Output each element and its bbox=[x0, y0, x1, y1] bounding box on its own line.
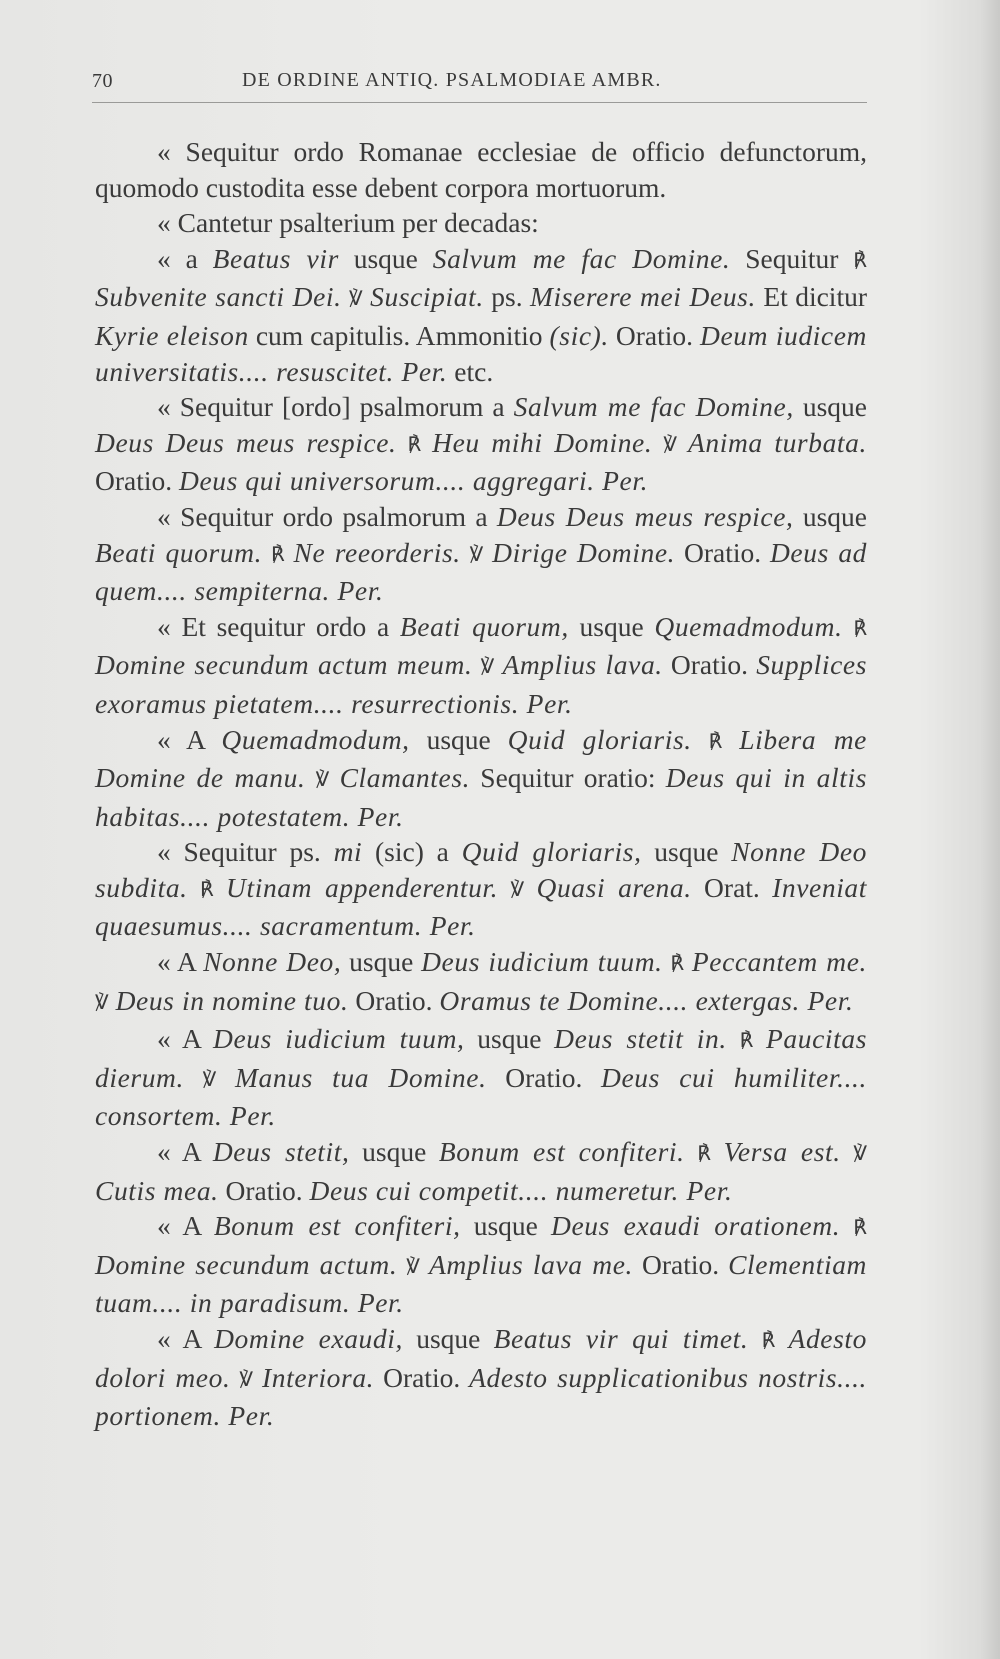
text-run bbox=[461, 537, 470, 568]
italic-text: Peccantem me. bbox=[691, 946, 867, 978]
text-run: usque bbox=[464, 1023, 555, 1055]
text-run: Oratio. bbox=[348, 984, 440, 1016]
italic-text: Adesto dolori meo. bbox=[95, 1323, 867, 1393]
italic-text: Deus exaudi orationem. bbox=[550, 1210, 841, 1242]
italic-text: Quemadmodum. bbox=[654, 610, 843, 642]
text-run: ps. bbox=[483, 281, 530, 313]
text-run: usque bbox=[793, 391, 867, 423]
text-run: « A bbox=[157, 1210, 214, 1242]
text-run bbox=[214, 872, 226, 903]
response-sign: ℟ bbox=[670, 953, 685, 976]
paragraph bbox=[95, 609, 867, 722]
paragraph bbox=[95, 134, 867, 205]
text-run bbox=[342, 281, 349, 312]
paragraph bbox=[95, 205, 867, 241]
text-run: « a bbox=[157, 242, 213, 274]
italic-text: Domine exaudi, bbox=[214, 1323, 403, 1354]
versicle-sign: ℣ bbox=[95, 991, 109, 1014]
text-run bbox=[216, 1062, 235, 1093]
text-run bbox=[305, 762, 315, 793]
italic-text: Deus Deus meus respice. bbox=[95, 426, 397, 458]
text-run: etc. bbox=[447, 355, 494, 387]
text-run: « A bbox=[157, 1023, 214, 1055]
response-sign: ℟ bbox=[739, 1030, 754, 1053]
text-run: Oratio. bbox=[675, 536, 770, 568]
italic-text: Quid gloriaris. bbox=[507, 723, 692, 755]
italic-text: Deus stetit, bbox=[212, 1136, 350, 1168]
text-run: (sic) a bbox=[362, 836, 462, 868]
text-run: usque bbox=[338, 242, 433, 274]
italic-text: Salvum me fac Domine, bbox=[513, 391, 794, 423]
italic-text: Suscipiat. bbox=[370, 281, 484, 313]
text-run bbox=[684, 946, 692, 977]
text-run bbox=[420, 1249, 429, 1280]
text-run: usque bbox=[341, 946, 422, 978]
text-run bbox=[677, 427, 688, 458]
paragraph bbox=[95, 1134, 867, 1208]
text-run bbox=[184, 1062, 203, 1093]
paragraph bbox=[95, 1208, 867, 1321]
text-run: Oratio. bbox=[608, 319, 701, 351]
text-run: cum capitulis. Ammonitio bbox=[248, 319, 550, 351]
italic-text: Deus ad quem.... sempiterna. Per. bbox=[95, 536, 868, 607]
body-text bbox=[95, 134, 867, 1434]
text-run: Oratio. bbox=[486, 1061, 602, 1093]
response-sign: ℟ bbox=[853, 1217, 867, 1240]
text-run bbox=[748, 1323, 761, 1354]
text-run: « Sequitur ordo psalmorum a bbox=[157, 500, 497, 532]
text-run: « A bbox=[157, 946, 204, 978]
italic-text: Bonum est confiteri, bbox=[213, 1210, 461, 1242]
text-run: usque bbox=[641, 836, 732, 868]
italic-text: mi bbox=[333, 836, 363, 868]
text-run: Oratio. bbox=[374, 1361, 470, 1393]
text-run bbox=[253, 1362, 262, 1393]
text-run: « Et sequitur ordo a bbox=[157, 610, 400, 642]
text-run: usque bbox=[793, 500, 867, 532]
text-run: « Sequitur [ordo] psalmorum a bbox=[157, 391, 514, 423]
italic-text: Beati quorum, bbox=[399, 610, 569, 642]
text-run: usque bbox=[409, 723, 508, 755]
response-sign: ℟ bbox=[407, 433, 422, 456]
text-run bbox=[840, 1210, 853, 1241]
paragraph bbox=[95, 241, 867, 389]
italic-text: Dirige Domine. bbox=[492, 536, 676, 568]
text-run: « Cantetur psalterium per decadas: bbox=[157, 207, 539, 239]
italic-text: Heu mihi Domine. bbox=[432, 426, 653, 458]
versicle-sign: ℣ bbox=[239, 1368, 254, 1391]
italic-text: Miserere mei Deus. bbox=[530, 281, 756, 313]
paragraph bbox=[95, 389, 867, 499]
italic-text: Domine secundum actum. bbox=[95, 1248, 398, 1280]
text-run bbox=[524, 872, 536, 903]
text-run: « Sequitur ordo Romanae ecclesiae de officio defunctorum, quomodo custodita esse debent corpora mortuorum. bbox=[95, 136, 867, 203]
versicle-sign: ℣ bbox=[349, 288, 363, 311]
text-run: Oratio. bbox=[633, 1248, 729, 1280]
italic-text: Adesto supplicationibus nostris.... portionem. Per. bbox=[95, 1361, 868, 1432]
italic-text: Paucitas dierum. bbox=[95, 1023, 868, 1093]
italic-text: Deus stetit in. bbox=[554, 1023, 727, 1055]
text-run bbox=[498, 872, 510, 903]
text-run bbox=[775, 1323, 788, 1354]
italic-text: (sic). bbox=[549, 319, 609, 351]
italic-text: Amplius lava me. bbox=[428, 1248, 633, 1280]
italic-text: Clementiam tuam.... in paradisum. Per. bbox=[95, 1248, 868, 1319]
text-run: Orat. bbox=[691, 871, 773, 903]
text-run: usque bbox=[568, 610, 655, 642]
italic-text: Anima turbata. bbox=[687, 426, 867, 458]
text-run: usque bbox=[460, 1210, 551, 1242]
text-run: usque bbox=[349, 1136, 439, 1168]
italic-text: Utinam appenderentur. bbox=[226, 871, 499, 903]
response-sign: ℟ bbox=[270, 543, 285, 566]
paragraph bbox=[95, 722, 867, 835]
paragraph bbox=[95, 944, 867, 1021]
response-sign: ℟ bbox=[708, 730, 723, 753]
paragraph bbox=[95, 834, 867, 944]
italic-text: Nonne Deo subdita. bbox=[95, 836, 868, 903]
text-run: Et dicitur bbox=[755, 281, 867, 313]
italic-text: Deus qui universorum.... aggregari. Per. bbox=[179, 465, 649, 497]
text-run: « A bbox=[157, 1136, 213, 1168]
text-run bbox=[188, 872, 200, 903]
versicle-sign: ℣ bbox=[853, 1143, 868, 1166]
text-run bbox=[727, 1023, 740, 1054]
text-run bbox=[285, 537, 294, 568]
text-run bbox=[685, 1136, 698, 1167]
italic-text: Manus tua Domine. bbox=[235, 1061, 487, 1093]
text-run bbox=[692, 724, 709, 755]
versicle-sign: ℣ bbox=[510, 878, 525, 901]
italic-text: Quemadmodum, bbox=[221, 723, 410, 755]
text-run bbox=[472, 649, 480, 680]
text-run bbox=[753, 1023, 766, 1054]
text-run bbox=[397, 427, 408, 458]
italic-text: Quasi arena. bbox=[536, 871, 692, 903]
response-sign: ℟ bbox=[761, 1330, 776, 1352]
response-sign: ℟ bbox=[697, 1143, 711, 1166]
versicle-sign: ℣ bbox=[469, 543, 484, 566]
text-run bbox=[397, 1249, 406, 1280]
italic-text: Supplices exoramus pietatem.... resurrectionis. Per. bbox=[95, 649, 867, 719]
italic-text: Amplius lava. bbox=[502, 649, 663, 681]
text-run bbox=[711, 1136, 724, 1167]
versicle-sign: ℣ bbox=[480, 656, 495, 679]
italic-text: Beatus vir bbox=[212, 242, 339, 274]
text-run: « A bbox=[157, 723, 222, 755]
italic-text: Clamantes. bbox=[339, 762, 471, 794]
italic-text: Beati quorum. bbox=[95, 536, 263, 568]
italic-text: Deus in nomine tuo. bbox=[115, 984, 349, 1016]
text-run: « Sequitur ps. bbox=[157, 836, 334, 868]
italic-text: Bonum est confiteri. bbox=[438, 1136, 685, 1168]
italic-text: Deum iudicem universitatis.... resuscitet. Per. bbox=[95, 319, 867, 387]
italic-text: Beatus vir qui timet. bbox=[493, 1323, 749, 1354]
versicle-sign: ℣ bbox=[406, 1255, 420, 1278]
response-sign: ℟ bbox=[853, 249, 867, 272]
italic-text: Deus iudicium tuum, bbox=[213, 1023, 465, 1055]
text-run: Oratio. bbox=[218, 1174, 310, 1206]
text-run bbox=[722, 724, 739, 755]
response-sign: ℟ bbox=[200, 878, 214, 901]
paragraph bbox=[95, 499, 867, 609]
italic-text: Salvum me fac Domine. bbox=[432, 242, 731, 274]
italic-text: Nonne Deo, bbox=[203, 946, 342, 978]
text-run bbox=[363, 281, 370, 312]
page-header bbox=[92, 62, 867, 103]
versicle-sign: ℣ bbox=[202, 1068, 217, 1091]
italic-text: Ne reeorderis. bbox=[293, 536, 461, 568]
text-run bbox=[421, 427, 432, 458]
italic-text: Domine secundum actum meum. bbox=[95, 649, 473, 681]
text-run: Sequitur oratio: bbox=[470, 762, 666, 794]
text-run bbox=[262, 537, 271, 568]
text-run bbox=[329, 762, 339, 793]
text-run bbox=[841, 1136, 854, 1167]
text-run bbox=[109, 985, 116, 1016]
text-run bbox=[843, 611, 854, 642]
text-run: usque bbox=[402, 1323, 494, 1354]
italic-text: Kyrie eleison bbox=[95, 319, 249, 351]
italic-text: Subvenite sancti Dei. bbox=[95, 281, 342, 313]
italic-text: Deus iudicium tuum. bbox=[421, 946, 663, 978]
italic-text: Oramus te Domine.... extergas. Per. bbox=[439, 984, 854, 1016]
text-run: Sequitur bbox=[730, 242, 854, 274]
italic-text: Versa est. bbox=[723, 1136, 841, 1168]
text-run: « A bbox=[157, 1323, 215, 1354]
page-number: 70 bbox=[92, 70, 113, 92]
text-run: Oratio. bbox=[662, 649, 757, 681]
italic-text: Interiora. bbox=[261, 1361, 375, 1393]
paragraph bbox=[95, 1021, 867, 1134]
italic-text: Deus qui in altis habitas.... potestatem. Per. bbox=[95, 762, 867, 832]
paragraph bbox=[95, 1321, 867, 1434]
italic-text: Deus Deus meus respice, bbox=[496, 500, 794, 532]
italic-text: Cutis mea. bbox=[95, 1174, 219, 1206]
italic-text: Deus cui humiliter.... consortem. Per. bbox=[95, 1061, 868, 1132]
italic-text: Quid gloriaris, bbox=[461, 836, 642, 868]
running-title: DE ORDINE ANTIQ. PSALMODIAE AMBR. bbox=[242, 69, 662, 91]
italic-text: Inveniat quaesumus.... sacramentum. Per. bbox=[95, 871, 868, 942]
italic-text: Deus cui competit.... numeretur. Per. bbox=[309, 1174, 733, 1206]
versicle-sign: ℣ bbox=[663, 433, 677, 456]
text-run: Oratio. bbox=[95, 465, 180, 497]
versicle-sign: ℣ bbox=[315, 769, 330, 792]
text-run bbox=[483, 537, 492, 568]
text-run bbox=[652, 427, 663, 458]
italic-text: Libera me Domine de manu. bbox=[95, 723, 867, 794]
response-sign: ℟ bbox=[853, 617, 867, 640]
